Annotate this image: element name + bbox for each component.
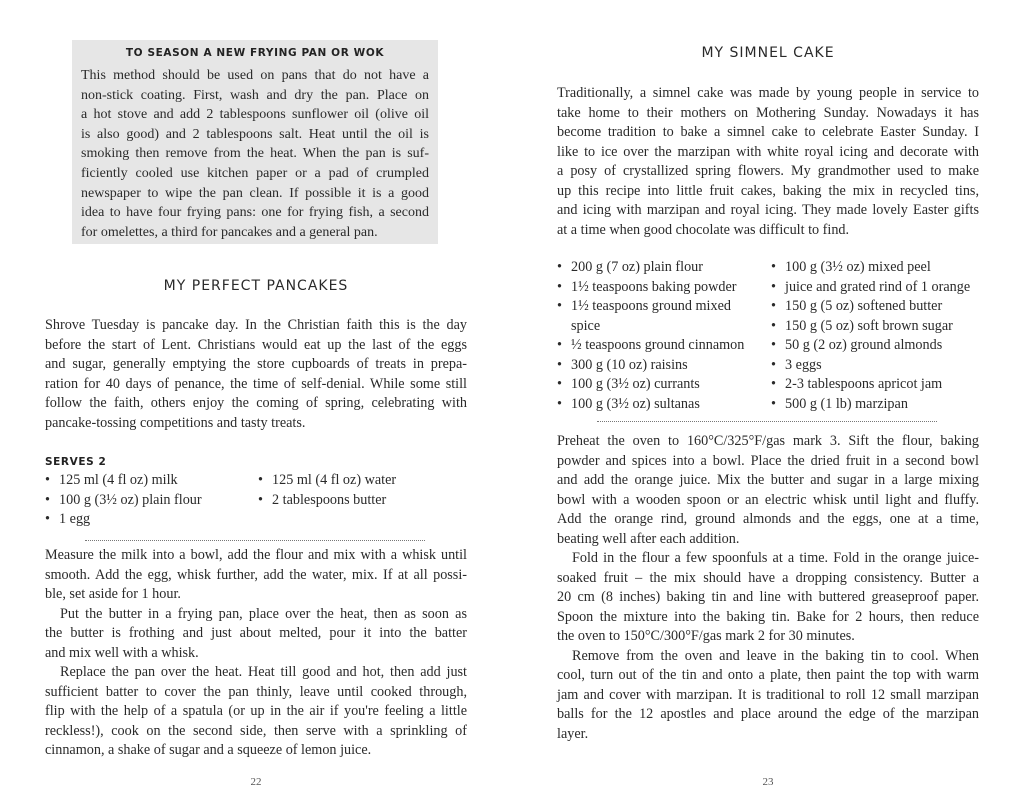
text-line: take home to their mothers on Mothering Sunday. Nowadays it has: [557, 104, 979, 121]
text-line: bowl with a wooden spoon or an electric whisk until light and fluffy.: [557, 491, 979, 508]
simnel-heading: MY SIMNEL CAKE: [701, 45, 835, 61]
text-line: cool, turn out of the tin and onto a plate, then paint the top with warm: [557, 667, 979, 683]
text-line: up this recipe into little fruit cakes, baking the mix in recycled tins,: [557, 182, 979, 199]
text-line: beating well after each addition.: [557, 530, 740, 547]
text-line: soaked fruit – the mix should have a dropping consistency. Butter a: [557, 569, 979, 586]
text-line: ble, set aside for 1 hour.: [45, 586, 181, 602]
text-line: idea to have four frying pans: one for frying fish, a second: [81, 205, 429, 221]
text-line: and sugar, generally emptying the store cupboards of treats in prepa-: [45, 356, 467, 372]
text-line: flip with the help of a spatula (or up in the air if you're feeling a little: [45, 703, 467, 719]
text-line: jam and cover with marzipan. It is traditional to roll 12 small marzipan: [557, 686, 979, 703]
text-line: and mix well with a whisk.: [45, 644, 199, 661]
ingredient-item: • juice and grated rind of 1 orange: [771, 278, 970, 298]
ingredient-item: • 1½ teaspoons baking powder: [557, 278, 744, 298]
text-line: reckless!), cook on the second side, then serve with a sprinkling of: [45, 722, 467, 739]
text-line: smoking then remove from the heat. When the pan is suf-: [81, 146, 429, 162]
text-line: Fold in the flour a few spoonfuls at a time. Fold in the orange juice-: [572, 550, 979, 566]
page-number-left: 22: [250, 776, 262, 788]
ingredient-item: • 125 ml (4 fl oz) water: [258, 471, 396, 491]
ingredient-item: • 200 g (7 oz) plain flour: [557, 258, 744, 278]
text-line: Remove from the oven and leave in the baking tin to cool. When: [572, 647, 979, 664]
text-line: powder and spices into a bowl. Place the dried fruit in a second bowl: [557, 452, 979, 469]
ingredient-item: • 50 g (2 oz) ground almonds: [771, 336, 970, 356]
ingredient-item: • 3 eggs: [771, 356, 970, 376]
text-line: sufficient batter to cover the pan thinly, leave until cooked through,: [45, 683, 467, 700]
text-line: for omelettes, a third for pancakes and a general pan.: [81, 224, 378, 240]
text-line: balls for the 12 apostles and place around the edge of the marzipan: [557, 706, 979, 722]
text-line: is also good) and 2 tablespoons salt. Heat until the oil is: [81, 126, 429, 142]
text-line: and add the orange juice. Mix the butter and sugar in a large mixing: [557, 472, 979, 488]
ingredient-item: • 300 g (10 oz) raisins: [557, 356, 744, 376]
tip-box-text: [81, 66, 429, 242]
text-line: pancake-tossing competitions and tasty treats.: [45, 414, 306, 431]
pancakes-method: [45, 546, 467, 761]
pancakes-heading: MY PERFECT PANCAKES: [163, 278, 349, 294]
ingredient-item: • 150 g (5 oz) soft brown sugar: [771, 317, 970, 337]
ingredient-item: • 1½ teaspoons ground mixed: [557, 297, 744, 317]
text-line: layer.: [557, 725, 589, 742]
text-line: ficiently cooled use kitchen paper or a pad of crumpled: [81, 165, 429, 181]
text-line: like to ice over the marzipan with white royal icing and decorate with: [557, 143, 979, 160]
text-line: This method should be used on pans that do not have a: [81, 68, 429, 83]
simnel-ingredients-divider: [597, 421, 937, 422]
ingredient-item: • 100 g (3½ oz) mixed peel: [771, 258, 970, 278]
text-line: non-stick coating. First, wash and dry the pan. Place on: [81, 87, 429, 103]
ingredient-item: spice: [571, 317, 601, 334]
serves-label: SERVES 2: [45, 456, 107, 468]
ingredient-item: • 500 g (1 lb) marzipan: [771, 395, 970, 415]
simnel-ingredients-col2: [771, 258, 970, 414]
simnel-intro: [557, 84, 979, 240]
text-line: the butter is frothing and just about melted, pour it into the batter: [45, 625, 467, 641]
text-line: a hot stove and add 2 tablespoons sunflower oil (olive oil: [81, 107, 429, 123]
right-page: [512, 0, 1024, 804]
ingredient-item: • 100 g (3½ oz) plain flour: [45, 491, 202, 511]
text-line: cinnamon, a shake of sugar and a squeeze of lemon juice.: [45, 742, 372, 758]
text-line: Spoon the mixture into the baking tin. Bake for 2 hours, then reduce: [557, 608, 979, 625]
text-line: follow the faith, others enjoy the coming of spring, celebrating with: [45, 395, 467, 411]
text-line: before the start of Lent. Christians would eat up the last of the eggs: [45, 336, 467, 353]
text-line: ration for 40 days of penance, the time of self-denial. While some still: [45, 375, 467, 392]
text-line: Measure the milk into a bowl, add the flour and mix with a whisk until: [45, 547, 467, 563]
text-line: Replace the pan over the heat. Heat till good and hot, then add just: [60, 664, 467, 680]
ingredients-divider: [85, 540, 425, 541]
text-line: smooth. Add the egg, whisk further, add the water, mix. If at all possi-: [45, 566, 467, 583]
text-line: Add the orange rind, ground almonds and the eggs, one at a time,: [557, 511, 979, 527]
text-line: the oven to 150°C/300°F/gas mark 2 for 30 minutes.: [557, 628, 855, 644]
text-line: and icing with marzipan and royal icing. They made lovely Easter gifts: [557, 202, 979, 218]
simnel-method: [557, 432, 979, 744]
text-line: at a time when good chocolate was difficult to find.: [557, 221, 850, 238]
ingredient-item: • 2-3 tablespoons apricot jam: [771, 375, 970, 395]
text-line: Put the butter in a frying pan, place over the heat, then as soon as: [60, 605, 467, 622]
ingredient-item: • 150 g (5 oz) softened butter: [771, 297, 970, 317]
text-line: newspaper to wipe the pan clean. If possible it is a good: [81, 185, 429, 201]
text-line: Traditionally, a simnel cake was made by young people in service to: [557, 85, 979, 101]
text-line: become tradition to bake a simnel cake to celebrate Easter Sunday. I: [557, 124, 979, 140]
text-line: Preheat the oven to 160°C/325°F/gas mark 3. Sift the flour, baking: [557, 433, 979, 449]
tip-box-title: TO SEASON A NEW FRYING PAN OR WOK: [125, 47, 385, 59]
text-line: 20 cm (8 inches) baking tin and line with buttered greaseproof paper.: [557, 589, 979, 605]
ingredient-item: • ½ teaspoons ground cinnamon: [557, 336, 744, 356]
pancake-ingredients-col2: [258, 471, 396, 510]
page-number-right: 23: [762, 776, 774, 788]
ingredient-item: • 125 ml (4 fl oz) milk: [45, 471, 202, 491]
ingredient-item: • 2 tablespoons butter: [258, 491, 396, 511]
ingredient-item: • 100 g (3½ oz) sultanas: [557, 395, 744, 415]
simnel-ingredients-col1: [557, 258, 744, 414]
pancake-ingredients-col1: [45, 471, 202, 530]
tip-box: [72, 40, 438, 244]
ingredient-item: • 1 egg: [45, 510, 202, 530]
ingredient-item: • 100 g (3½ oz) currants: [557, 375, 744, 395]
pancakes-intro: [45, 316, 467, 433]
text-line: a posy of crystallized spring flowers. My grandmother used to make: [557, 163, 979, 179]
text-line: Shrove Tuesday is pancake day. In the Christian faith this is the day: [45, 317, 467, 333]
